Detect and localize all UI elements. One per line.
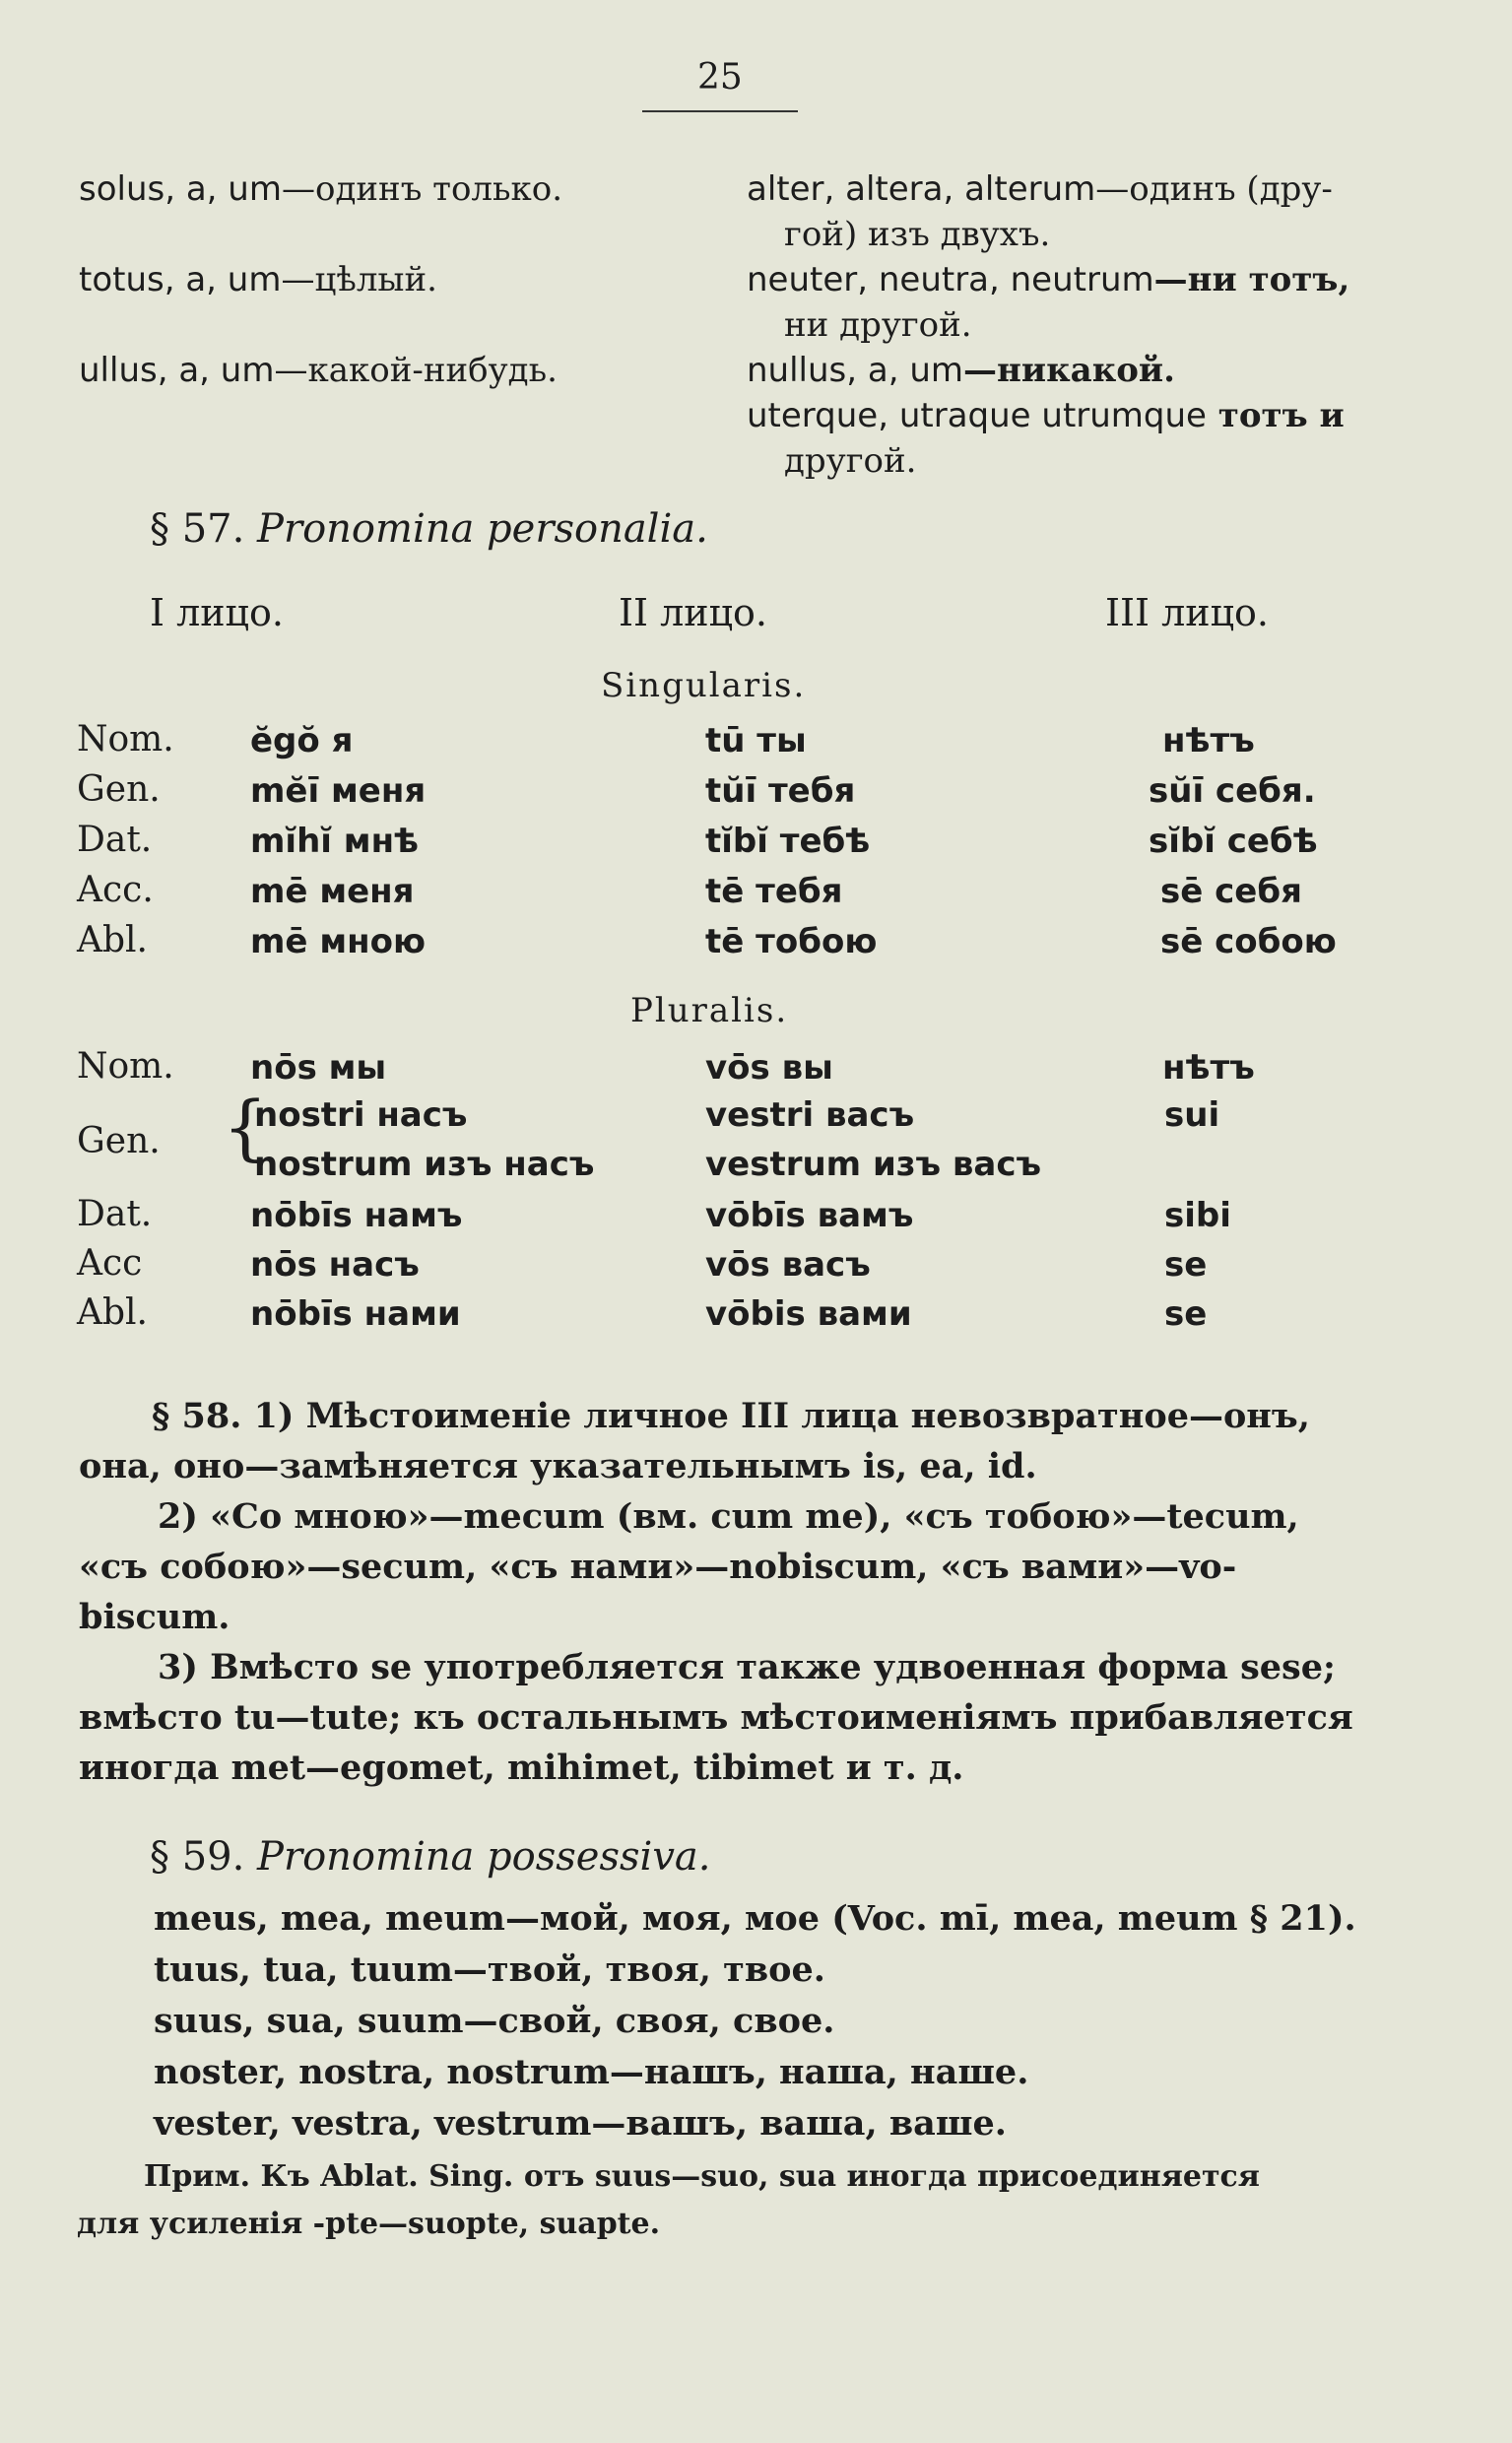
case-label: Acc [77, 1243, 143, 1284]
p2-form: vōs васъ [705, 1245, 871, 1285]
list-item: suus, sua, suum—свой, своя, свое. [154, 2001, 835, 2041]
word-alter-cont: гой) изъ двухъ. [784, 215, 1051, 254]
case-label: Abl. [77, 920, 148, 960]
list-item: vester, vestra, vestrum—вашъ, ваша, ваше. [154, 2103, 1007, 2144]
p2-form: vestri васъ [705, 1095, 915, 1135]
text-line: 2) «Со мною»—mecum (вм. cum me), «съ тобою»—tecum, [158, 1496, 1299, 1537]
possessiva-list [154, 1893, 1356, 2149]
person-3-header: III лицо. [1105, 591, 1269, 634]
p3-form: нѣтъ [1162, 1048, 1255, 1088]
case-label: Gen. [77, 1121, 161, 1161]
text-line: biscum. [79, 1597, 230, 1637]
pluralis-label: Pluralis. [630, 991, 789, 1030]
text-line: иногда met—egomet, mihimet, tibimet и т. д. [79, 1748, 964, 1788]
text-line: § 58. 1) Мѣстоименіе личное III лица невозвратное—онъ, [152, 1396, 1310, 1436]
word-neuter: neuter, neutra, neutrum—ни тотъ, [747, 260, 1350, 299]
p3-form: sē себя [1160, 872, 1302, 911]
p3-form: sŭī себя. [1149, 771, 1316, 811]
person-1-header: I лицо. [150, 591, 284, 634]
word-solus: solus, a, um—одинъ только. [79, 169, 563, 209]
list-item: meus, mea, meum—мой, моя, мое (Voc. mī, mea, meum § 21). [154, 1898, 1356, 1939]
p2-form: vōbis вами [705, 1294, 912, 1334]
case-label: Gen. [77, 769, 161, 810]
p2-form: vestrum изъ васъ [705, 1145, 1042, 1184]
header-rule [642, 110, 798, 112]
p3-form: sui [1164, 1095, 1220, 1135]
word-uterque: uterque, utraque utrumque тотъ и [747, 396, 1345, 435]
p2-form: tŭī тебя [705, 771, 856, 811]
p1-form: nostrum изъ насъ [254, 1145, 595, 1184]
p1-form: nōbīs намъ [250, 1196, 463, 1235]
case-label: Dat. [77, 820, 153, 860]
section-57-heading: § 57. Pronomina personalia. [150, 506, 708, 552]
p1-form: nostri насъ [254, 1095, 468, 1135]
p2-form: vōs вы [705, 1048, 833, 1088]
p1-form: nōs мы [250, 1048, 387, 1088]
word-nullus: nullus, a, um—никакой. [747, 351, 1175, 390]
section-58-text [79, 1391, 1353, 1793]
case-label: Abl. [77, 1292, 148, 1333]
word-alter: alter, altera, alterum—одинъ (дру- [747, 169, 1333, 209]
p2-form: tū ты [705, 721, 807, 760]
text-line: она, оно—замѣняется указательнымъ is, ea, id. [79, 1446, 1037, 1486]
word-neuter-cont: ни другой. [784, 305, 972, 345]
p2-form: tĭbĭ тебѣ [705, 822, 871, 861]
case-label: Nom. [77, 1046, 174, 1087]
p1-form: mē мною [250, 922, 427, 961]
p2-form: vōbīs вамъ [705, 1196, 914, 1235]
word-ullus: ullus, a, um—какой-нибудь. [79, 351, 558, 390]
word-totus: totus, a, um—цѣлый. [79, 260, 437, 299]
p1-form: nōbīs нами [250, 1294, 461, 1334]
p3-form: sĭbĭ себѣ [1149, 822, 1318, 861]
list-item: tuus, tua, tuum—твой, твоя, твое. [154, 1949, 825, 1990]
p2-form: tē тобою [705, 922, 878, 961]
p2-form: tē тебя [705, 872, 843, 911]
text-line: вмѣсто tu—tute; къ остальнымъ мѣстоименіямъ прибавляется [79, 1697, 1353, 1738]
text-line: 3) Вмѣсто se употребляется также удвоенная форма sese; [158, 1647, 1336, 1687]
p3-form: sē собою [1160, 922, 1337, 961]
p3-form: нѣтъ [1162, 721, 1255, 760]
section-59-heading: § 59. Pronomina possessiva. [150, 1834, 711, 1880]
p3-form: sibi [1164, 1196, 1231, 1235]
case-label: Nom. [77, 719, 174, 759]
p1-form: nōs насъ [250, 1245, 420, 1285]
word-uterque-cont: другой. [784, 441, 917, 481]
p1-form: mē меня [250, 872, 415, 911]
page-number: 25 [697, 57, 743, 98]
list-item: noster, nostra, nostrum—нашъ, наша, наше. [154, 2052, 1029, 2092]
note-line-1: Прим. Къ Ablat. Sing. отъ suus—suo, sua иногда присоединяется [144, 2159, 1260, 2194]
case-label: Acc. [77, 870, 154, 910]
p1-form: mĕī меня [250, 771, 427, 811]
singularis-label: Singularis. [601, 666, 807, 705]
p1-form: mĭhĭ мнѣ [250, 822, 420, 861]
p1-form: ĕgŏ я [250, 721, 354, 760]
text-line: «съ собою»—secum, «съ нами»—nobiscum, «съ вами»—vo- [79, 1547, 1237, 1587]
note-line-2: для усиленія -pte—suopte, suapte. [77, 2207, 661, 2241]
case-label: Dat. [77, 1194, 153, 1234]
p3-form: se [1164, 1294, 1208, 1334]
brace-symbol: { [223, 1086, 268, 1168]
p3-form: se [1164, 1245, 1208, 1285]
person-2-header: II лицо. [619, 591, 767, 634]
